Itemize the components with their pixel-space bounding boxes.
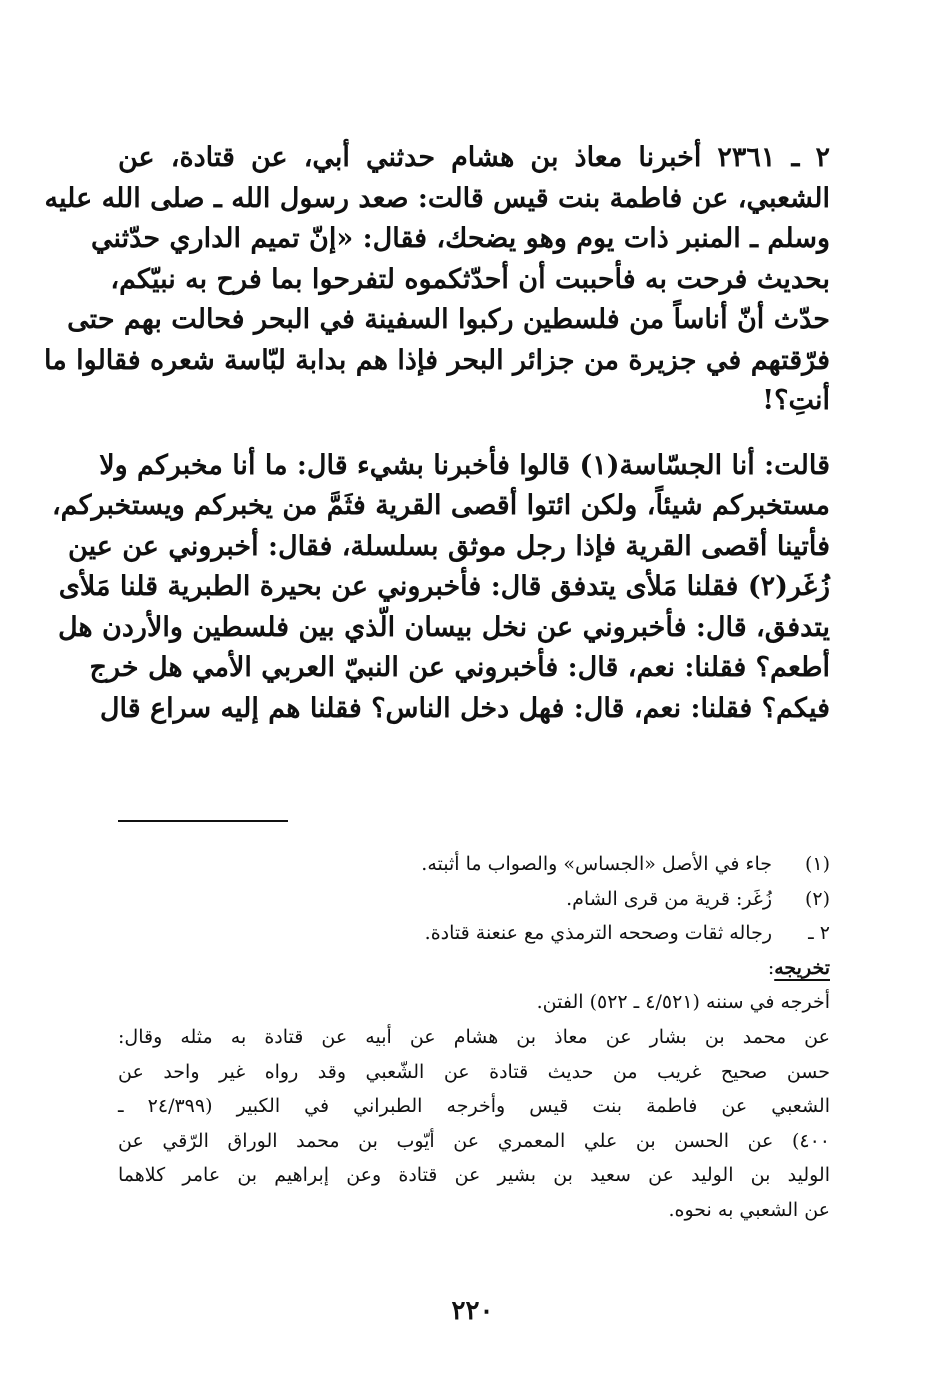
text-line: فأتينا أقصى القرية فإذا رجل موثق بسلسلة، فقال: أخبروني عن عين bbox=[68, 530, 830, 562]
text-line: بحديث فرحت به فأحببت أن أحدّثكموه لتفرحوا بما فرح به نبيّكم، bbox=[110, 263, 830, 295]
takhrij-line: الوليد بن الوليد عن سعيد بن بشير عن قتادة وعن إبراهيم بن عامر كلاهما bbox=[118, 1164, 830, 1187]
text-line: يتدفق، قال: فأخبروني عن نخل بيسان الّذي بين فلسطين والأردن هل bbox=[57, 611, 830, 643]
footnote-item bbox=[118, 916, 830, 951]
text-line: فيكم؟ فقلنا: نعم، قال: فهل دخل الناس؟ فقلنا هم إليه سراع قال bbox=[99, 692, 830, 724]
main-text bbox=[44, 138, 830, 729]
footnote-number: ٢ ـ bbox=[808, 922, 830, 945]
text-line: زُغَر(٢) فقلنا مَلأى يتدفق قال: فأخبروني عن بحيرة الطبرية قلنا مَلأى bbox=[58, 571, 830, 602]
takhrij-line: حسن صحيح غريب من حديث قتادة عن الشّعبي وقد رواه غير واحد عن bbox=[118, 1060, 830, 1083]
takhrij-line: ٤٠٠) عن الحسن بن علي المعمري عن أيّوب بن محمد الوراق الرّقي عن bbox=[118, 1129, 830, 1152]
takhrij-colon: : bbox=[767, 956, 775, 979]
text-line: حدّث أنّ أناساً من فلسطين ركبوا السفينة في البحر فحالت بهم حتى bbox=[67, 304, 830, 335]
text-line: أطعم؟ فقلنا: نعم، قال: فأخبروني عن النبيّ العربي الأمي هل خرج bbox=[89, 652, 830, 683]
footnote-number: (١) bbox=[804, 853, 830, 875]
footnote-text: رجاله ثقات وصححه الترمذي مع عنعنة قتادة. bbox=[424, 922, 772, 945]
text-line: فرّقتهم في جزيرة من جزائر البحر فإذا هم بدابة لبّاسة شعره فقالوا ما bbox=[44, 344, 830, 376]
text-line: مستخبركم شيئاً، ولكن ائتوا أقصى القرية فثَمَّ من يخبركم ويستخبركم، bbox=[51, 490, 830, 521]
text-line: وسلم ـ المنبر ذات يوم وهو يضحك، فقال: «إنّ تميم الداري حدّثني bbox=[90, 223, 830, 254]
text-line: ٢ ـ ٢٣٦١ أخبرنا معاذ بن هشام حدثني أبي، عن قتادة، عن bbox=[118, 142, 830, 173]
takhrij-line: أخرجه في سننه (٤/٥٢١ ـ ٥٢٢) الفتن. bbox=[536, 991, 830, 1014]
takhrij-heading-line bbox=[118, 951, 830, 986]
footnotes bbox=[118, 847, 830, 1228]
text-line: أنتِ؟! bbox=[762, 385, 830, 416]
page-number: ٢٢٠ bbox=[451, 1296, 494, 1326]
footnote-text: جاء في الأصل «الجساس» والصواب ما أثبته. bbox=[421, 853, 772, 875]
footnote-text: زُغَر: قرية من قرى الشام. bbox=[566, 887, 772, 910]
takhrij-line: عن محمد بن بشار عن معاذ بن هشام عن أبيه عن قتادة به مثله وقال: bbox=[118, 1025, 830, 1048]
footnote-number: (٢) bbox=[804, 887, 830, 910]
takhrij-line: الشعبي عن فاطمة بنت قيس وأخرجه الطبراني في الكبير (٢٤/٣٩٩ ـ bbox=[118, 1095, 830, 1118]
footnote-item bbox=[118, 882, 830, 917]
text-line: الشعبي، عن فاطمة بنت قيس قالت: صعد رسول الله ـ صلى الله عليه bbox=[44, 182, 830, 214]
footnote-item bbox=[118, 847, 830, 882]
takhrij-line: عن الشعبي به نحوه. bbox=[668, 1198, 830, 1221]
takhrij-heading: تخريجه bbox=[774, 956, 830, 979]
text-line: قالت: أنا الجسّاسة(١) قالوا فأخبرنا بشيء قال: ما أنا مخبركم ولا bbox=[99, 449, 830, 481]
footnote-separator bbox=[118, 820, 288, 822]
